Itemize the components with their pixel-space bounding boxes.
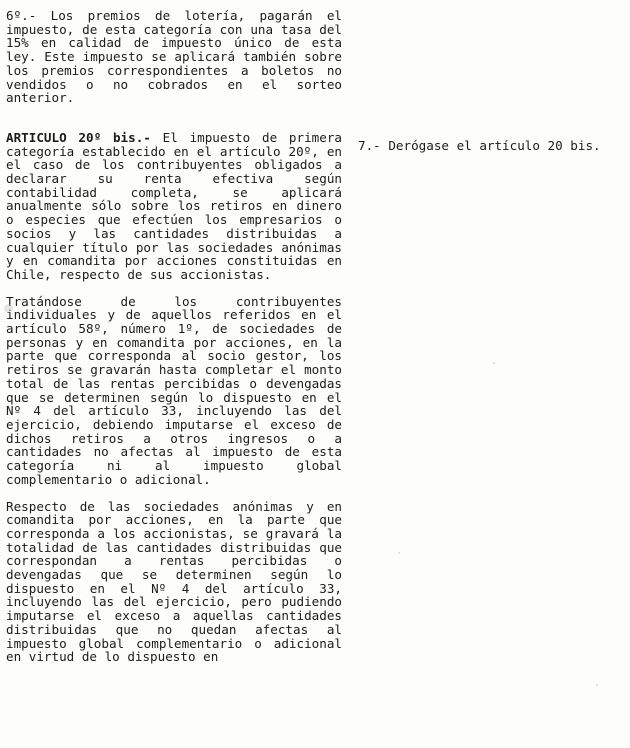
paragraph-text: 7.- Derógase el artículo 20 bis. xyxy=(358,138,601,153)
paragraph-text: El impuesto de primera categoría establecido en el artículo 20º, en el caso de los contribuyentes obligados a declarar su renta efectiva según contabilidad completa, se aplicará anualmente sólo sobre los retiros en dinero o especies que efectúen los empresarios o socios y las cantidades distribuidas a cualquier título por las sociedades anónimas y en comandita por acciones constituidas en Chile, respecto de sus accionistas. xyxy=(6,129,342,282)
paragraph-derogation xyxy=(358,139,626,153)
article-heading: ARTICULO 20º bis.- xyxy=(6,129,151,145)
scan-speck xyxy=(493,362,495,364)
paragraph-text: 6º.- Los premios de lotería, pagarán el impuesto, de esta categoría con una tasa del 15% en calidad de impuesto único de esta ley. Este impuesto se aplicará también sobre los premios correspondientes a boletos no vendidos o no cobrados en el sorteo anterior. xyxy=(6,8,342,106)
paragraph-article-20-bis xyxy=(6,131,342,282)
scan-speck xyxy=(596,684,598,686)
scan-speck xyxy=(4,304,13,313)
paragraph-individual-taxpayers xyxy=(6,295,342,487)
paragraph-text: Tratándose de los contribuyentes individuales y de aquellos referidos en el artículo 58º, número 1º, de sociedades de personas y en comandita por acciones, en la parte que corresponda al socio gestor, los retiros se gravarán hasta completar el monto total de las rentas percibidas o devengadas que se determinen según lo dispuesto en el Nº 4 del artículo 33, incluyendo las del ejercicio, debiendo imputarse el exceso de dichos retiros a otros ingresos o a cantidades no afectas al impuesto de esta categoría ni al impuesto global complementario o adicional. xyxy=(6,293,342,487)
scan-speck xyxy=(398,552,400,554)
paragraph-corporations xyxy=(6,500,342,664)
left-column xyxy=(6,9,342,690)
paragraph-lottery-prizes xyxy=(6,9,342,105)
right-column xyxy=(358,139,626,179)
paragraph-text: Respecto de las sociedades anónimas y en comandita por acciones, en la parte que corresponda a los accionistas, se gravará la totalidad de las cantidades distribuidas que correspondan a rentas percibidas o devengadas que se determinen según lo dispuesto en el Nº 4 del artículo 33, incluyendo las del ejercicio, pero pudiendo imputarse el exceso a aquellas cantidades distribuidas que no quedan afectas al impuesto global complementario o adicional en virtud de lo dispuesto en xyxy=(6,498,342,665)
